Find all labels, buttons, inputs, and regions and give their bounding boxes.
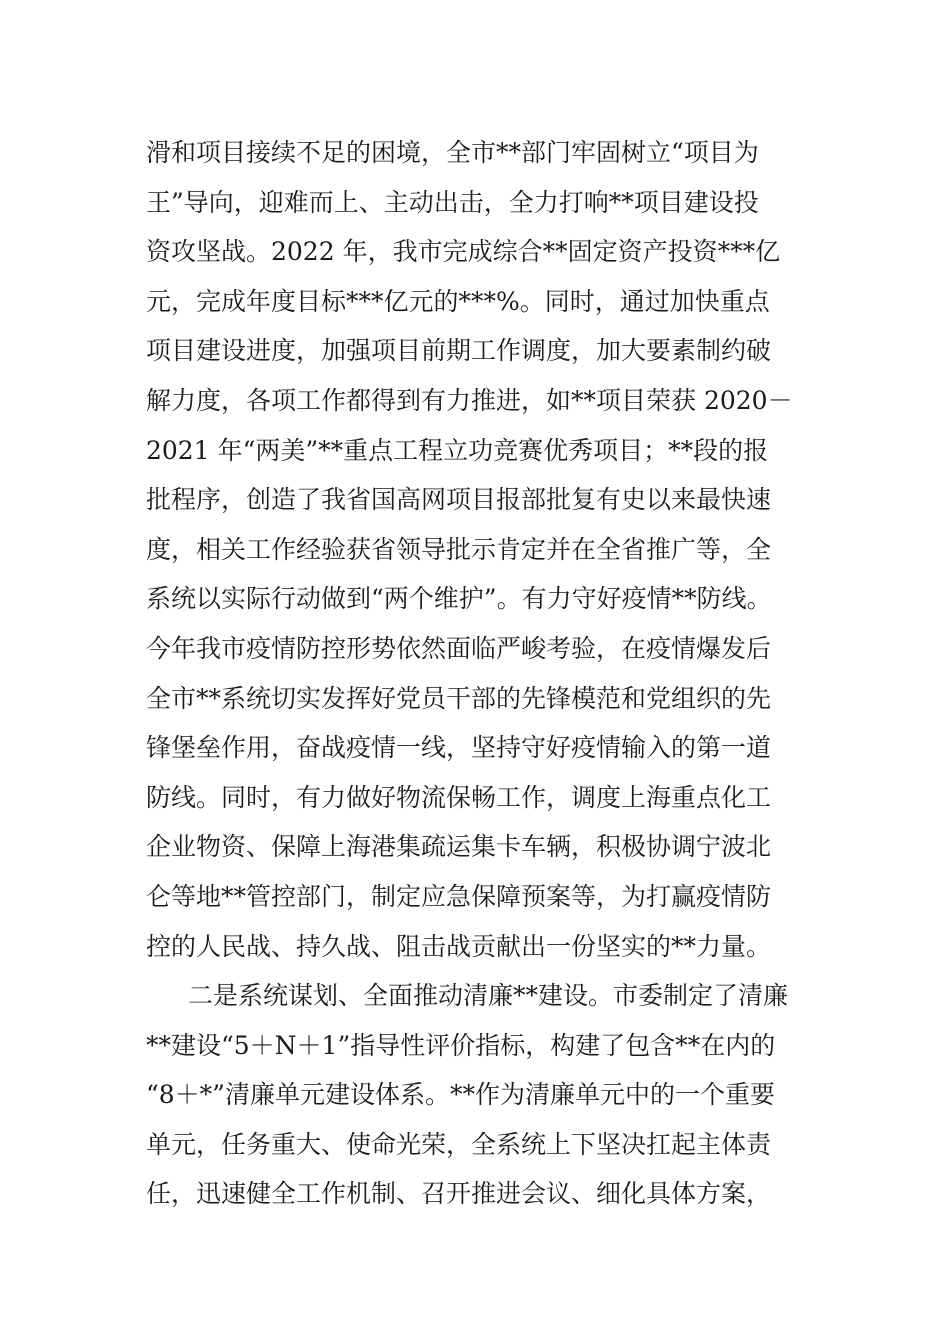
text-line-18-paragraph-start: 二是系统谋划、全面推动清廉**建设。市委制定了清廉 xyxy=(188,981,789,1011)
text-line-1: 滑和项目接续不足的困境，全市**部门牢固树立“项目为 xyxy=(146,138,759,167)
text-line-7: 2021 年“两美”**重点工程立功竞赛优秀项目；**段的报 xyxy=(146,435,769,465)
text-line-4: 元，完成年度目标***亿元的***%。同时，通过加快重点 xyxy=(146,286,770,316)
text-line-15: 企业物资、保障上海港集疏运集卡车辆，积极协调宁波北 xyxy=(146,832,772,862)
body-text xyxy=(146,128,846,1219)
text-line-2: 王”导向，迎难而上、主动出击，全力打响**项目建设投 xyxy=(146,187,759,217)
text-line-12: 全市**系统切实发挥好党员干部的先锋模范和党组织的先 xyxy=(146,683,772,713)
text-line-6: 解力度，各项工作都得到有力推进，如**项目荣获 2020－ xyxy=(146,385,793,415)
text-line-17: 控的人民战、持久战、阻击战贡献出一份坚实的**力量。 xyxy=(146,931,772,961)
text-line-13: 锋堡垒作用，奋战疫情一线，坚持守好疫情输入的第一道 xyxy=(146,733,772,763)
text-line-22: 任，迅速健全工作机制、召开推进会议、细化具体方案， xyxy=(146,1179,772,1209)
text-line-11: 今年我市疫情防控形势依然面临严峻考验，在疫情爆发后 xyxy=(146,633,772,663)
text-line-16: 仑等地**管控部门，制定应急保障预案等，为打赢疫情防 xyxy=(146,881,772,911)
text-line-20: “8＋*”清廉单元建设体系。**作为清廉单元中的一个重要 xyxy=(146,1080,775,1110)
text-line-19: **建设“5＋N＋1”指导性评价指标，构建了包含**在内的 xyxy=(146,1030,776,1060)
text-line-9: 度，相关工作经验获省领导批示肯定并在全省推广等，全 xyxy=(146,534,772,564)
text-line-5: 项目建设进度，加强项目前期工作调度，加大要素制约破 xyxy=(146,336,772,366)
text-line-21: 单元，任务重大、使命光荣，全系统上下坚决扛起主体责 xyxy=(146,1129,772,1159)
text-line-10: 系统以实际行动做到“两个维护”。有力守好疫情**防线。 xyxy=(146,584,772,614)
text-line-8: 批程序，创造了我省国高网项目报部批复有史以来最快速 xyxy=(146,485,772,515)
text-line-14: 防线。同时，有力做好物流保畅工作，调度上海重点化工 xyxy=(146,782,772,812)
text-line-3: 资攻坚战。2022 年，我市完成综合**固定资产投资***亿 xyxy=(146,237,781,267)
